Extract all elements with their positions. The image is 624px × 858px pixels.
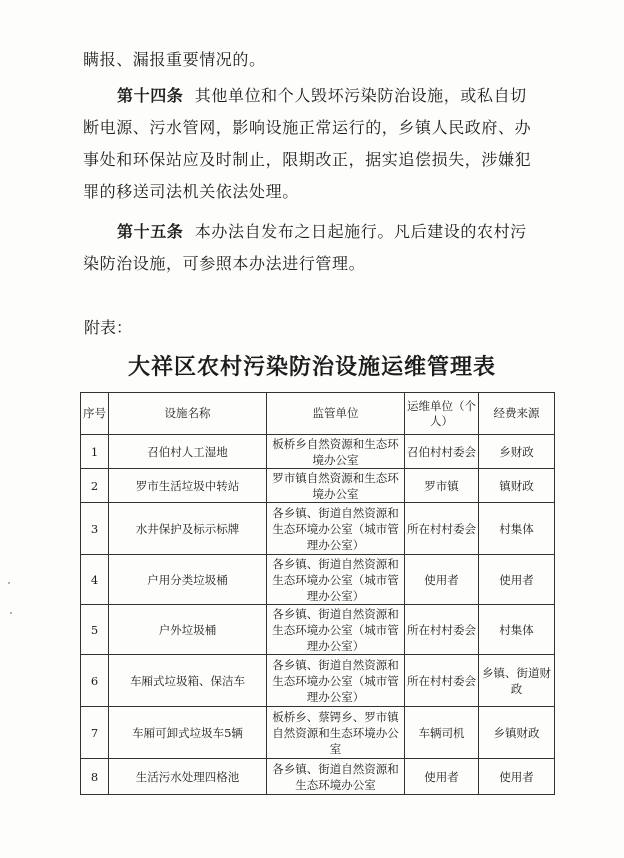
cell-name: 户外垃圾桶 [109, 605, 267, 655]
cell-name: 召伯村人工湿地 [109, 435, 267, 469]
cell-operator: 罗市镇 [405, 469, 479, 503]
cell-operator: 所在村村委会 [405, 503, 479, 555]
table-title: 大祥区农村污染防治设施运维管理表 [127, 354, 496, 380]
cell-supervisor: 各乡镇、街道自然资源和生态环境办公室（城市管理办公室） [267, 555, 405, 605]
cell-funding: 村集体 [479, 605, 555, 655]
cell-supervisor: 板桥乡、蔡锷乡、罗市镇自然资源和生态环境办公室 [267, 707, 405, 759]
cell-no: 2 [81, 469, 109, 503]
scan-speck [8, 582, 10, 584]
article-label: 第十五条 [117, 222, 184, 241]
table-row [81, 435, 555, 469]
cell-name: 罗市生活垃圾中转站 [109, 469, 267, 503]
header-facility-name: 设施名称 [109, 393, 267, 435]
cell-no: 1 [81, 435, 109, 469]
cell-operator: 召伯村村委会 [405, 435, 479, 469]
article-label: 第十四条 [117, 86, 184, 105]
cell-no: 3 [81, 503, 109, 555]
cell-name: 车厢可卸式垃圾车5辆 [109, 707, 267, 759]
cell-supervisor: 各乡镇、街道自然资源和生态环境办公室 [267, 759, 405, 795]
cell-operator: 所在村村委会 [405, 605, 479, 655]
cell-funding: 使用者 [479, 759, 555, 795]
cell-operator: 所在村村委会 [405, 655, 479, 707]
table-row [81, 503, 555, 555]
cell-supervisor: 各乡镇、街道自然资源和生态环境办公室（城市管理办公室） [267, 605, 405, 655]
cell-operator: 使用者 [405, 555, 479, 605]
cell-supervisor: 板桥乡自然资源和生态环境办公室 [267, 435, 405, 469]
scan-speck [10, 612, 12, 614]
management-table [80, 392, 555, 795]
cell-supervisor: 各乡镇、街道自然资源和生态环境办公室（城市管理办公室） [267, 503, 405, 555]
table-header-row [81, 393, 555, 435]
paragraph-text: 瞒报、漏报重要情况的。 [83, 50, 266, 69]
cell-no: 5 [81, 605, 109, 655]
cell-funding: 镇财政 [479, 469, 555, 503]
cell-no: 7 [81, 707, 109, 759]
appendix-label: 附表： [84, 318, 133, 337]
table-row [81, 469, 555, 503]
cell-funding: 乡财政 [479, 435, 555, 469]
cell-supervisor: 各乡镇、街道自然资源和生态环境办公室（城市管理办公室） [267, 655, 405, 707]
header-supervisor: 监管单位 [267, 393, 405, 435]
cell-operator: 车辆司机 [405, 707, 479, 759]
cell-name: 生活污水处理四格池 [109, 759, 267, 795]
table-row [81, 759, 555, 795]
cell-name: 车厢式垃圾箱、保洁车 [109, 655, 267, 707]
paragraph-text: 本办法自发布之日起施行。凡后建设的农村污染防治设施，可参照本办法进行管理。 [83, 222, 527, 273]
cell-funding: 村集体 [479, 503, 555, 555]
header-operator: 运维单位（个人） [405, 393, 479, 435]
cell-funding: 乡镇、街道财政 [479, 655, 555, 707]
cell-no: 4 [81, 555, 109, 605]
paragraph-continued [83, 44, 543, 76]
paragraph-article-15 [83, 216, 543, 280]
paragraph-article-14 [83, 80, 543, 208]
table-row [81, 555, 555, 605]
header-funding: 经费来源 [479, 393, 555, 435]
cell-name: 户用分类垃圾桶 [109, 555, 267, 605]
cell-name: 水井保护及标示标牌 [109, 503, 267, 555]
cell-supervisor: 罗市镇自然资源和生态环境办公室 [267, 469, 405, 503]
cell-no: 8 [81, 759, 109, 795]
cell-funding: 使用者 [479, 555, 555, 605]
cell-no: 6 [81, 655, 109, 707]
paragraph-text: 其他单位和个人毁坏污染防治设施，或私自切断电源、污水管网，影响设施正常运行的，乡镇人民政府、办事处和环保站应及时制止，限期改正，据实追偿损失，涉嫌犯罪的移送司法机关依法处理。 [83, 86, 532, 201]
table-row [81, 605, 555, 655]
table-row [81, 655, 555, 707]
header-no: 序号 [81, 393, 109, 435]
cell-operator: 使用者 [405, 759, 479, 795]
cell-funding: 乡镇财政 [479, 707, 555, 759]
table-row [81, 707, 555, 759]
